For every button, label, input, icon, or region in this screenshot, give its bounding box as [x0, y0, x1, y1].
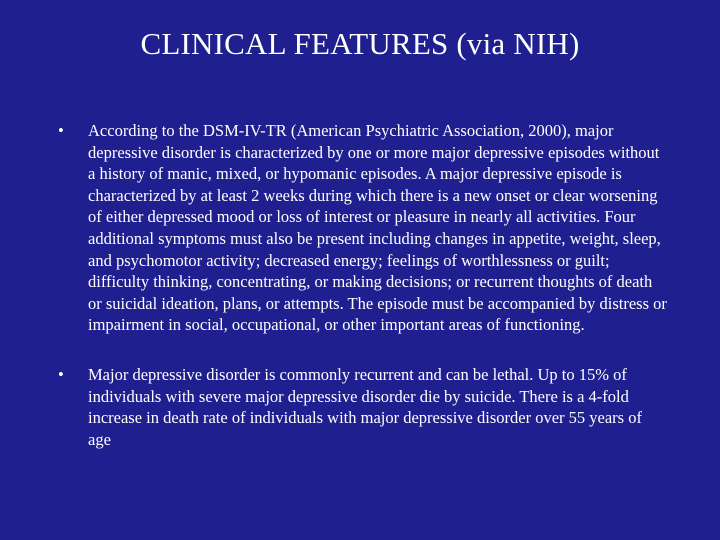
slide-title: CLINICAL FEATURES (via NIH)	[140, 26, 580, 61]
bullet-text: Major depressive disorder is commonly recurrent and can be lethal. Up to 15% of individuals with severe major depressive disorder die by suicide. There is a 4-fold increase in death rate of individuals with major depressive disorder over 55 years of age	[88, 364, 642, 449]
bullet-marker: •	[58, 364, 64, 384]
bullet-text: According to the DSM-IV-TR (American Psychiatric Association, 2000), major depressive disorder is characterized by one or more major depressive episodes without a history of manic, mixed, or hypomanic episodes. A major depressive episode is characterized by at least 2 weeks during which there is a new onset or clear worsening of either depressed mood or loss of interest or pleasure in nearly all activities. Four additional symptoms must also be present including changes in appetite, weight, sleep, and psychomotor activity; decreased energy; feelings of worthlessness or guilt; difficulty thinking, concentrating, or making decisions; or recurrent thoughts of death or suicidal ideation, plans, or attempts. The episode must be accompanied by distress or impairment in social, occupational, or other important areas of functioning.	[88, 121, 667, 335]
bullet-item	[58, 364, 668, 450]
bullet-list	[58, 120, 668, 478]
bullet-item	[58, 120, 668, 336]
bullet-marker: •	[58, 121, 64, 140]
